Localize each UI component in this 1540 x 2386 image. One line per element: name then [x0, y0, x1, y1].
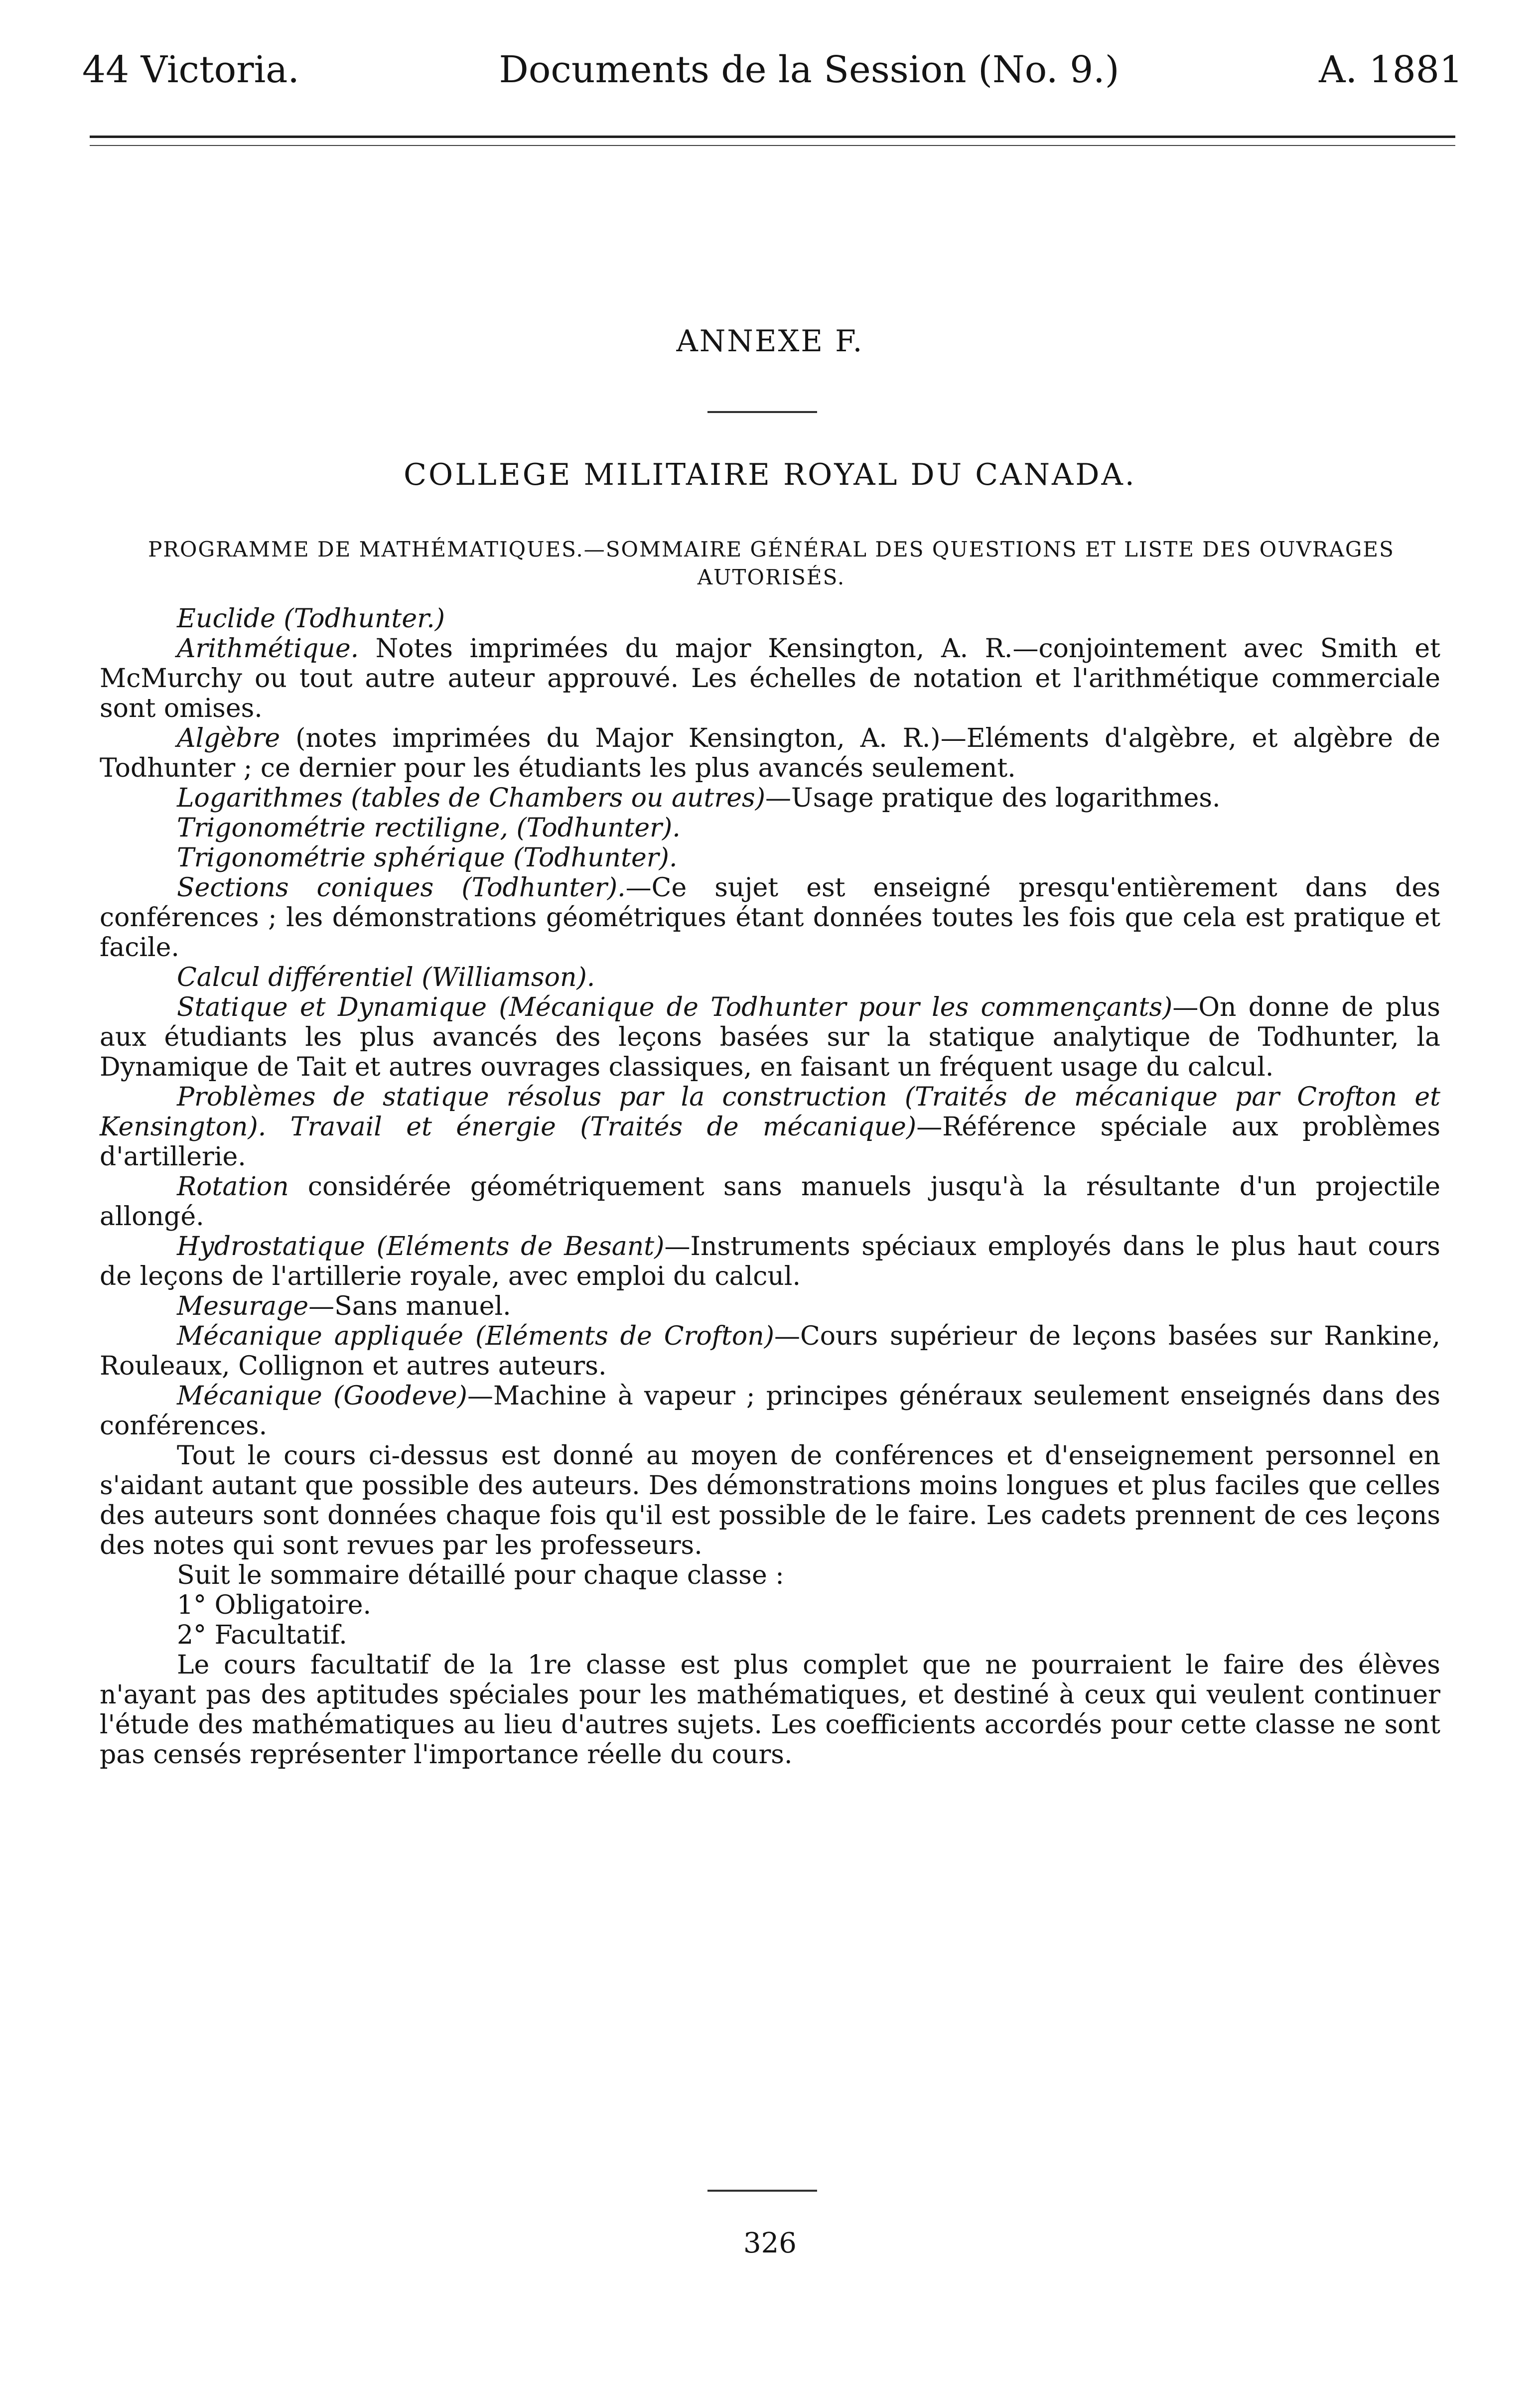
paragraph	[100, 783, 1440, 813]
paragraph	[100, 604, 1440, 634]
header-series-title: Documents de la Session (No. 9.)	[499, 48, 1120, 91]
paragraph	[100, 963, 1440, 992]
paragraph-text: —Instruments spéciaux employés dans le plus haut cours de leçons de l'artillerie royale, avec emploi du calcul.	[100, 1232, 1440, 1291]
paragraph-text: —Ce sujet est enseigné presqu'entièrement dans des conférences ; les démonstrations géométriques étant données toutes les fois que cela est pratique et facile.	[100, 873, 1441, 963]
paragraph-text: —On donne de plus aux étudiants les plus avancés des leçons basées sur la statique analytique de Todhunter, la Dynamique de Tait et autres ouvrages classiques, en faisant un fréquent usage du calcul.	[100, 992, 1440, 1082]
paragraph-text: Notes imprimées du major Kensington, A. R.—conjointement avec Smith et McMurchy ou tout autre auteur approuvé. Les échelles de notation et l'arithmétique commerciale sont omises.	[100, 634, 1440, 723]
paragraph	[100, 1381, 1440, 1441]
paragraph	[100, 1321, 1440, 1381]
paragraph-title: Statique et Dynamique (Mécanique de Todhunter pour les commençants)	[177, 992, 1173, 1022]
paragraph	[100, 843, 1440, 873]
header-divider	[90, 136, 1455, 146]
paragraph-text: —Référence spéciale aux problèmes d'artillerie.	[100, 1112, 1440, 1172]
paragraph	[100, 634, 1440, 723]
paragraph-text: Tout le cours ci-dessus est donné au moyen de conférences et d'enseignement personnel en s'aidant autant que possible des auteurs. Des démonstrations moins longues et plus faciles que celles des auteurs sont données chaque fois qu'il est possible de le faire. Les cadets prennent de ces leçons des notes qui sont revues par les professeurs.	[100, 1441, 1440, 1560]
paragraph-text: Le cours facultatif de la 1re classe est plus complet que ne pourraient le faire des élèves n'ayant pas des aptitudes spéciales pour les mathématiques, et destiné à ceux qui veulent continuer l'étude des mathématiques au lieu d'autres sujets. Les coefficients accordés pour cette classe ne sont pas censés représenter l'importance réelle du cours.	[100, 1650, 1440, 1770]
list-item	[100, 1590, 1440, 1620]
paragraph-text: —Cours supérieur de leçons basées sur Rankine, Rouleaux, Collignon et autres auteurs.	[100, 1321, 1441, 1381]
paragraph-text: —Sans manuel.	[308, 1291, 511, 1321]
body-text	[100, 604, 1440, 1770]
paragraph	[100, 1650, 1440, 1770]
paragraph-text: 1° Obligatoire.	[177, 1590, 372, 1620]
paragraph	[100, 1082, 1440, 1172]
title-divider	[707, 411, 817, 413]
paragraph-text: 2° Facultatif.	[177, 1620, 347, 1650]
header-year: A. 1881	[1319, 48, 1463, 91]
paragraph-title: Rotation	[177, 1172, 289, 1202]
paragraph-text: Suit le sommaire détaillé pour chaque classe :	[177, 1560, 784, 1590]
paragraph	[100, 723, 1440, 783]
college-title: COLLEGE MILITAIRE ROYAL DU CANADA.	[404, 457, 1136, 492]
program-heading: PROGRAMME DE MATHÉMATIQUES.—SOMMAIRE GÉNÉRAL DES QUESTIONS ET LISTE DES OUVRAGES AUTORISÉS.	[148, 537, 1395, 589]
paragraph-title: Trigonométrie sphérique (Todhunter).	[177, 843, 678, 873]
paragraph-title: Mesurage	[177, 1291, 309, 1321]
footer-divider	[707, 2190, 817, 2192]
paragraph-text: (notes imprimées du Major Kensington, A. R.)—Eléments d'algèbre, et algèbre de Todhunter ; ce dernier pour les étudiants les plus avancés seulement.	[100, 723, 1440, 783]
paragraph-title: Sections coniques (Todhunter).	[177, 873, 626, 903]
running-header	[82, 40, 1463, 100]
paragraph-text: —Machine à vapeur ; principes généraux seulement enseignés dans des conférences.	[100, 1381, 1441, 1441]
annex-title: ANNEXE F.	[676, 324, 864, 359]
paragraph	[100, 992, 1440, 1082]
paragraph-text: —Usage pratique des logarithmes.	[765, 783, 1221, 813]
paragraph	[100, 813, 1440, 843]
paragraph-title: Trigonométrie rectiligne, (Todhunter).	[177, 813, 681, 843]
paragraph	[100, 1441, 1440, 1560]
paragraph	[100, 1172, 1440, 1232]
paragraph-text: considérée géométriquement sans manuels jusqu'à la résultante d'un projectile allongé.	[100, 1172, 1440, 1232]
paragraph-title: Arithmétique.	[177, 634, 359, 664]
paragraph-title: Hydrostatique (Eléments de Besant)	[177, 1232, 665, 1262]
paragraph-title: Algèbre	[177, 723, 280, 753]
header-volume: 44 Victoria.	[82, 48, 299, 91]
paragraph-title: Logarithmes (tables de Chambers ou autres)	[177, 783, 766, 813]
page-number: 326	[743, 2227, 797, 2259]
paragraph	[100, 1560, 1440, 1590]
paragraph-title: Mécanique (Goodeve)	[177, 1381, 467, 1411]
paragraph	[100, 1232, 1440, 1291]
paragraph-title: Calcul différentiel (Williamson).	[177, 963, 595, 992]
paragraph	[100, 1291, 1440, 1321]
paragraph	[100, 873, 1440, 963]
paragraph-title: Mécanique appliquée (Eléments de Crofton)	[177, 1321, 774, 1351]
list-item	[100, 1620, 1440, 1650]
paragraph-title: Euclide (Todhunter.)	[177, 604, 445, 634]
paragraph-title: Problèmes de statique résolus par la construction (Traités de mécanique par Crofton et Kensington). Travail et énergie (Traités de mécanique)	[100, 1082, 1440, 1142]
